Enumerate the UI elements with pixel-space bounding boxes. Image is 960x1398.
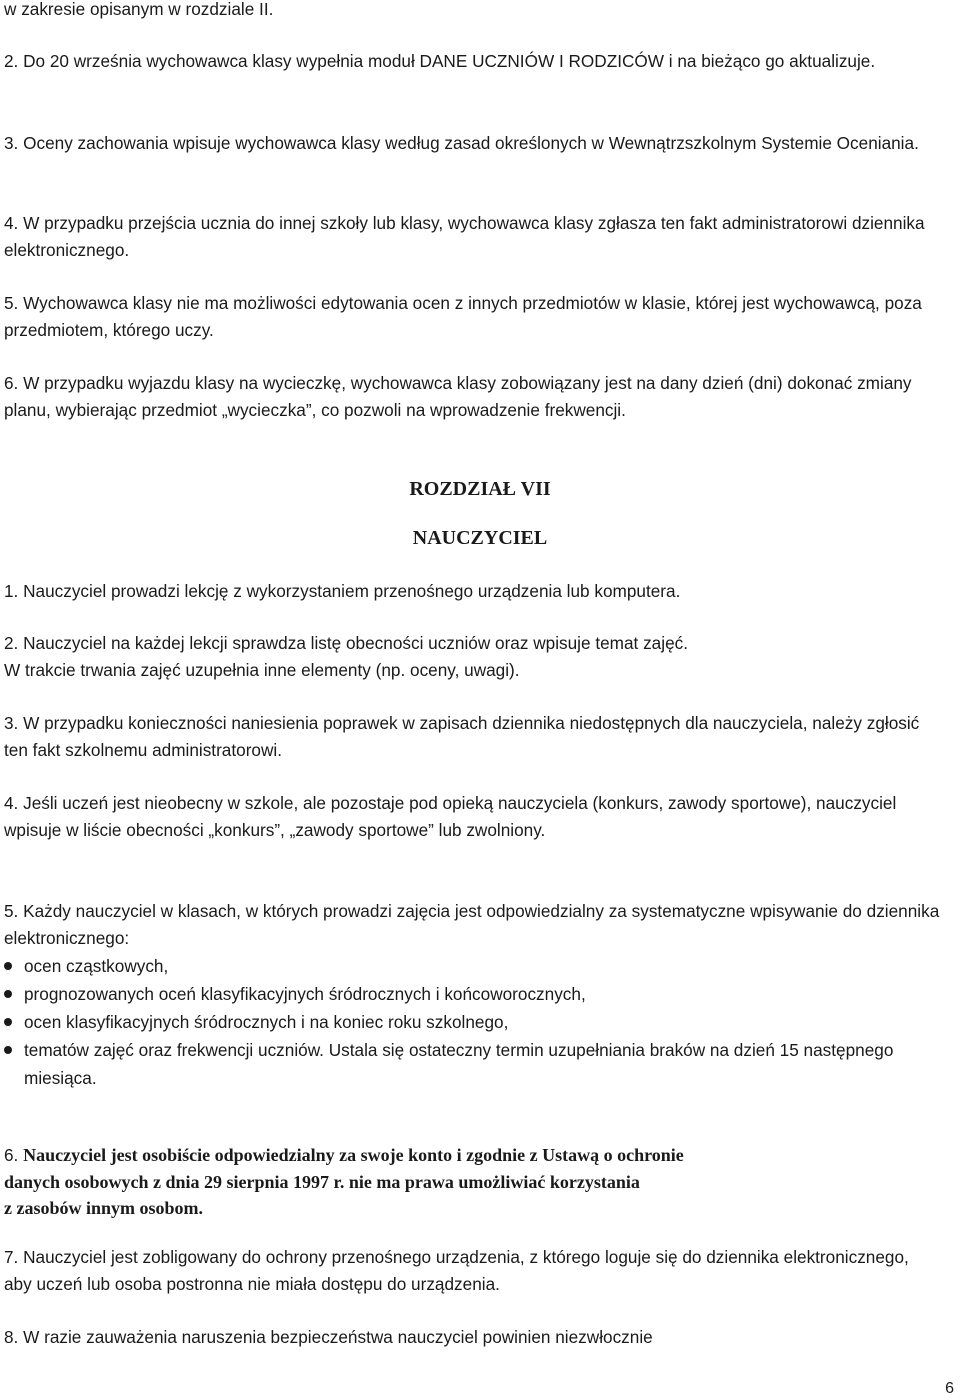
page-number: 6 <box>945 1380 954 1397</box>
teacher-point-4: 4. Jeśli uczeń jest nieobecny w szkole, ale pozostaje pod opieką nauczyciela (konkurs, zawody sportowe), nauczyciel wpisuje w liście obecności „konkurs”, „zawody sportowe” lub zwolniony. <box>4 793 897 840</box>
paragraph-3: 3. Oceny zachowania wpisuje wychowawca klasy według zasad określonych w Wewnątrzszkolnym Systemie Oceniania. <box>4 133 919 153</box>
list-item: ocen klasyfikacyjnych śródrocznych i na koniec roku szkolnego, <box>4 1008 940 1036</box>
chapter-title: ROZDZIAŁ VII <box>409 478 551 500</box>
paragraph-5: 5. Wychowawca klasy nie ma możliwości edytowania ocen z innych przedmiotów w klasie, której jest wychowawcą, poza przedmiotem, którego uczy. <box>4 293 922 340</box>
teacher-point-6-line2: danych osobowych z dnia 29 sierpnia 1997 r. nie ma prawa umożliwiać korzystania <box>4 1172 640 1192</box>
teacher-point-6-number: 6. <box>4 1145 19 1165</box>
teacher-point-2-line1: 2. Nauczyciel na każdej lekcji sprawdza listę obecności uczniów oraz wpisuje temat zajęć. <box>4 633 688 653</box>
chapter-subtitle: NAUCZYCIEL <box>412 527 548 549</box>
teacher-point-2 <box>4 630 940 684</box>
teacher-point-7: 7. Nauczyciel jest zobligowany do ochrony przenośnego urządzenia, z którego loguje się do dziennika elektronicznego, aby uczeń lub osoba postronna nie miała dostępu do urządzenia. <box>4 1247 909 1294</box>
bullet-icon <box>4 1018 12 1026</box>
bullet-list <box>4 952 940 1092</box>
teacher-point-6-line1: Nauczyciel jest osobiście odpowiedzialny za swoje konto i zgodnie z Ustawą o ochronie <box>23 1145 684 1165</box>
bullet-icon <box>4 962 12 970</box>
paragraph-2: 2. Do 20 września wychowawca klasy wypełnia moduł DANE UCZNIÓW I RODZICÓW i na bieżąco go aktualizuje. <box>4 51 876 71</box>
teacher-point-3: 3. W przypadku konieczności naniesienia poprawek w zapisach dziennika niedostępnych dla nauczyciela, należy zgłosić ten fakt szkolnemu administratorowi. <box>4 713 920 760</box>
list-item: tematów zajęć oraz frekwencji uczniów. Ustala się ostateczny termin uzupełniania braków na dzień 15 następnego miesiąca. <box>4 1036 940 1092</box>
teacher-point-8: 8. W razie zauważenia naruszenia bezpieczeństwa nauczyciel powinien niezwłocznie <box>4 1327 653 1347</box>
teacher-point-2-line2: W trakcie trwania zajęć uzupełnia inne elementy (np. oceny, uwagi). <box>4 660 520 680</box>
bullet-icon <box>4 990 12 998</box>
bullet-icon <box>4 1046 12 1054</box>
list-item: prognozowanych oceń klasyfikacyjnych śródrocznych i końcoworocznych, <box>4 980 940 1008</box>
teacher-point-5: 5. Każdy nauczyciel w klasach, w których prowadzi zajęcia jest odpowiedzialny za systematyczne wpisywanie do dziennika elektronicznego: <box>4 901 940 948</box>
teacher-point-6-line3: z zasobów innym osobom. <box>4 1198 204 1218</box>
teacher-point-6 <box>4 1142 940 1221</box>
paragraph-6: 6. W przypadku wyjazdu klasy na wycieczkę, wychowawca klasy zobowiązany jest na dany dzień (dni) dokonać zmiany planu, wybierając przedmiot „wycieczka”, co pozwoli na wprowadzenie frekwencji. <box>4 373 912 420</box>
paragraph-4: 4. W przypadku przejścia ucznia do innej szkoły lub klasy, wychowawca klasy zgłasza ten fakt administratorowi dziennika elektronicznego. <box>4 213 925 260</box>
list-item: ocen cząstkowych, <box>4 952 940 980</box>
teacher-point-1: 1. Nauczyciel prowadzi lekcję z wykorzystaniem przenośnego urządzenia lub komputera. <box>4 581 681 601</box>
paragraph-intro: w zakresie opisanym w rozdziale II. <box>4 0 274 19</box>
